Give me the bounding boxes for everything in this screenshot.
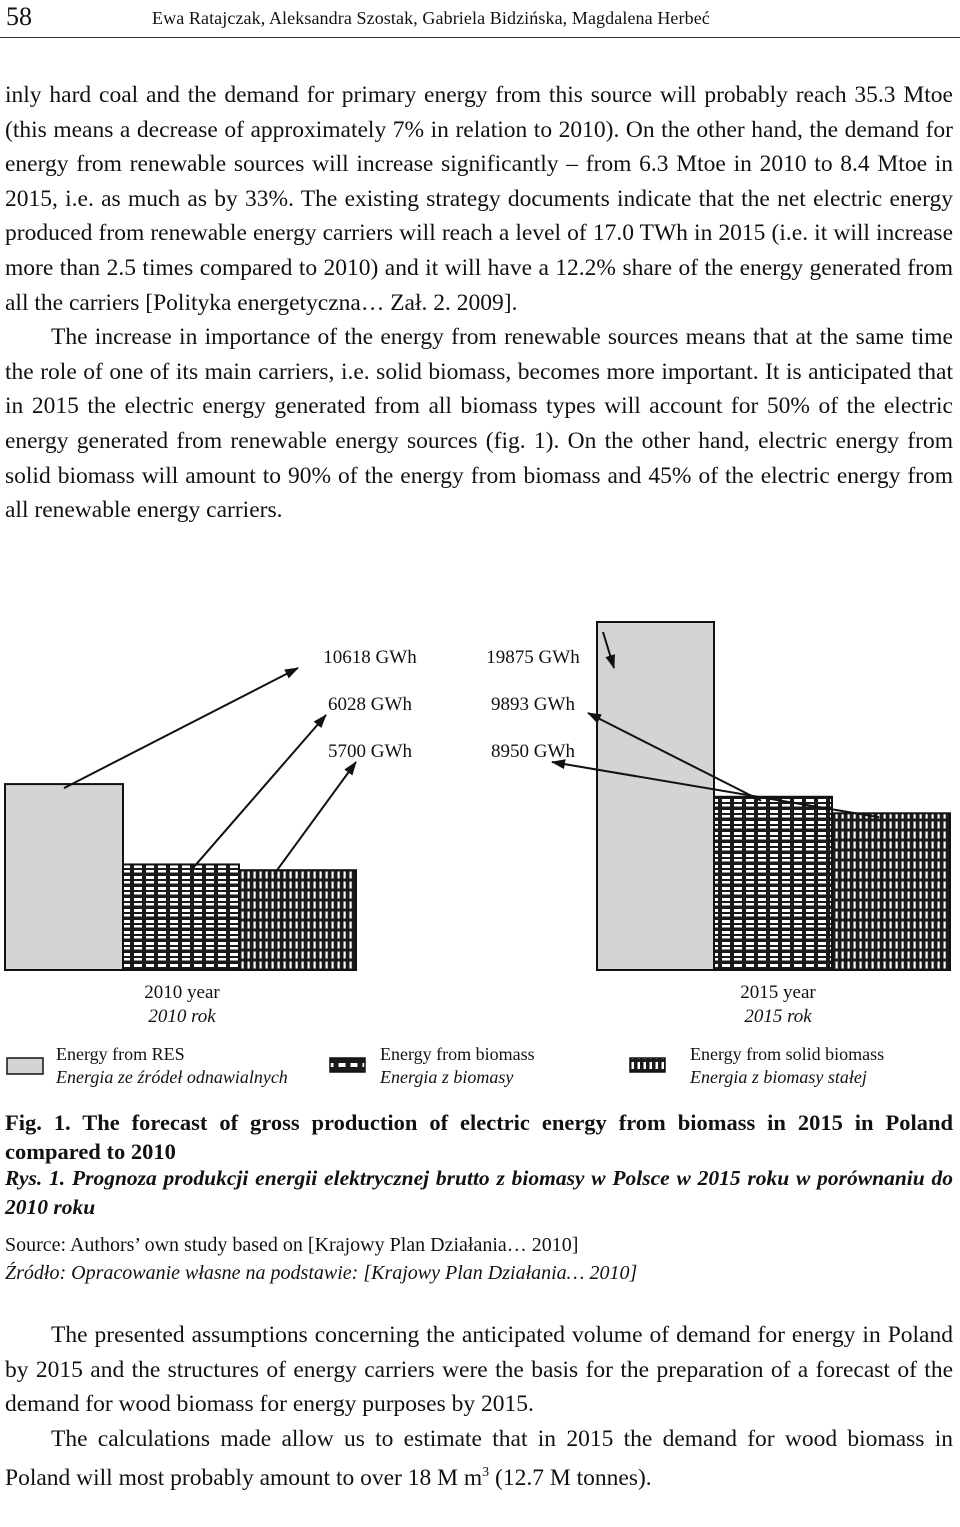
bar-2010-series-1 (5, 784, 123, 970)
value-label: 5700 GWh (328, 741, 412, 762)
annotation-arrow (274, 762, 356, 874)
figure-caption-en: Fig. 1. The forecast of gross production of electric energy from biomass in 2015 in Poland compared to 2010 (5, 1110, 953, 1164)
value-label: 6028 GWh (328, 694, 412, 715)
paragraph: The increase in importance of the energy from renewable sources means that at the same time the role of one of its main carriers, i.e. solid biomass, becomes more important. It is anticipated that in 2015 the electric energy generated from all biomass types will account for 50% of the electric energy generated from renewable energy sources (fig. 1). On the other hand, electric energy from solid biomass will amount to 90% of the energy from biomass and 45% of the electric energy from all renewable energy carriers. (5, 324, 953, 524)
figure-source-pl: Źródło: Opracowanie własne na podstawie: [Krajowy Plan Działania… 2010] (5, 1262, 638, 1284)
bar-2015-series-1 (597, 622, 714, 970)
superscript-3: 3 (482, 1465, 490, 1481)
bar-2010-series-2 (123, 864, 239, 970)
running-authors: Ewa Ratajczak, Aleksandra Szostak, Gabriela Bidzińska, Magdalena Herbeć (152, 8, 710, 28)
header-rule (0, 37, 960, 38)
paragraph-text: The calculations made allow us to estimate that in 2015 the demand for wood biomass in Poland will most probably amount to over 18 M m (5, 1425, 953, 1492)
legend-label: Energy from biomass (380, 1044, 535, 1064)
paragraph (5, 1422, 953, 1496)
legend-label: Energy from solid biomass (690, 1044, 885, 1064)
bar-chart (0, 610, 960, 1100)
bar-2010-series-3 (239, 870, 356, 970)
paragraph: inly hard coal and the demand for primary energy from this source will probably reach 35.3 Mtoe (this means a decrease of approximately 7% in relation to 2010). On the other hand, the demand for energy from renewable sources will increase significantly – from 6.3 Mtoe in 2010 to 8.4 Mtoe in 2015, i.e. as much as by 33%. The existing strategy documents indicate that the net electric energy produced from renewable energy carriers will reach a level of 17.0 TWh in 2015 (i.e. it will increase more than 2.5 times compared to 2010) and it will have a 12.2% share of the energy generated from all the carriers [Polityka energetyczna… Zał. 2. 2009]. (5, 82, 953, 316)
category-label: 2015 year (740, 982, 816, 1003)
legend-label-pl: Energia ze źródeł odnawialnych (56, 1067, 288, 1087)
legend-swatch (7, 1058, 43, 1074)
value-label: 10618 GWh (323, 647, 417, 668)
figure-source-en: Source: Authors’ own study based on [Krajowy Plan Działania… 2010] (5, 1234, 579, 1256)
page-header (0, 0, 960, 40)
legend-label: Energy from RES (56, 1044, 185, 1064)
annotation-arrow (64, 668, 298, 788)
legend-label-pl: Energia z biomasy (380, 1067, 514, 1087)
figure-caption-pl: Rys. 1. Prognoza produkcji energii elektrycznej brutto z biomasy w Polsce w 2015 roku w porównaniu do 2010 roku (5, 1166, 953, 1219)
bar-2015-series-3 (832, 813, 950, 970)
category-label: 2010 year (144, 982, 220, 1003)
legend-swatch (630, 1058, 665, 1072)
paragraph-text-end: (12.7 M tonnes). (489, 1465, 652, 1492)
category-label-pl: 2010 rok (148, 1006, 216, 1027)
body-text-bottom (5, 1318, 953, 1496)
value-label: 19875 GWh (486, 647, 580, 668)
page-number: 58 (6, 2, 32, 31)
paragraph: The presented assumptions concerning the anticipated volume of demand for energy in Poland by 2015 and the structures of energy carriers were the basis for the preparation of a forecast of the demand for wood biomass for energy purposes by 2015. (5, 1322, 953, 1418)
body-text-top (5, 78, 953, 528)
legend-label-pl: Energia z biomasy stałej (690, 1067, 867, 1087)
figure-1 (0, 610, 960, 1100)
legend-swatch (330, 1058, 365, 1072)
value-label: 8950 GWh (491, 741, 575, 762)
value-label: 9893 GWh (491, 694, 575, 715)
category-label-pl: 2015 rok (744, 1006, 812, 1027)
bar-2015-series-2 (714, 797, 832, 970)
annotation-arrow (193, 715, 326, 868)
